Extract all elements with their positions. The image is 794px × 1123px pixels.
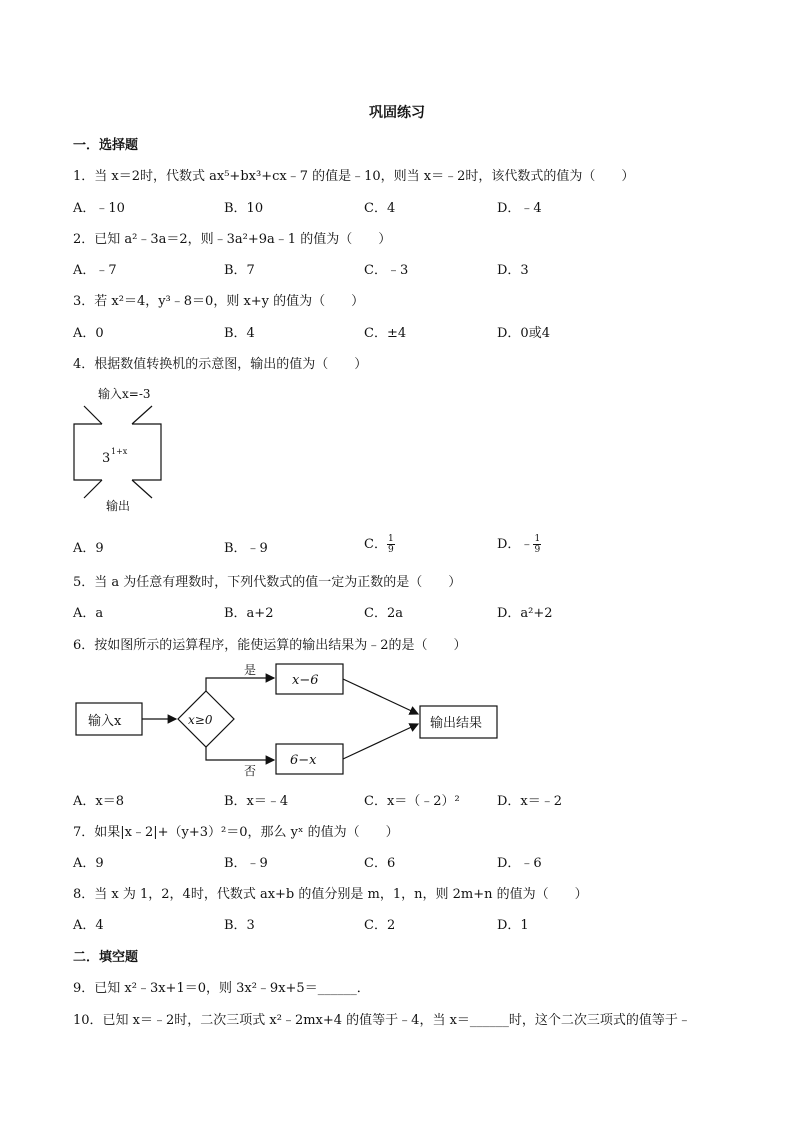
question-6-text: 6．按如图所示的运算程序，能使运算的输出结果为﹣2的是（ ）	[73, 638, 467, 653]
q2-option-b: B．7	[224, 263, 255, 278]
q7-option-a: A．9	[73, 856, 104, 871]
q5-option-d: D．a²+2	[497, 606, 553, 621]
machine-expression-exponent: 1+x	[111, 447, 128, 456]
question-3-text: 3．若 x²＝4，y³﹣8＝0，则 x+y 的值为（ ）	[73, 294, 365, 309]
q1-option-b: B．10	[224, 201, 264, 216]
q1-option-a: A．﹣10	[73, 201, 125, 216]
section-choice-heading: 一．选择题	[73, 138, 139, 153]
machine-output-label: 输出	[106, 499, 131, 513]
question-7-text: 7．如果|x﹣2|+（y+3）²＝0，那么 yˣ 的值为（ ）	[73, 825, 399, 840]
flow-top-box-label: x−6	[292, 673, 319, 688]
q3-option-d: D．0或4	[497, 326, 550, 341]
q6-option-b: B．x＝﹣4	[224, 794, 289, 809]
q7-option-d: D．﹣6	[497, 856, 542, 871]
q6-option-c: C．x＝（﹣2）²	[364, 794, 460, 809]
q5-option-a: A．a	[73, 606, 104, 621]
q7-option-c: C．6	[364, 856, 396, 871]
flow-condition-label: x≥0	[188, 713, 213, 727]
q3-option-c: C．±4	[364, 326, 407, 341]
flow-output-label: 输出结果	[430, 716, 483, 731]
machine-expression-base: 3	[102, 451, 111, 466]
flow-no-label: 否	[244, 764, 257, 778]
question-8-text: 8．当 x 为 1，2，4时，代数式 ax+b 的值分别是 m，1，n，则 2m+n 的值为（ ）	[73, 887, 588, 902]
question-10-text: 10．已知 x＝﹣2时，二次三项式 x²﹣2mx+4 的值等于﹣4，当 x＝______时，这个二次三项式的值等于﹣	[73, 1013, 691, 1028]
q4-option-b: B．﹣9	[224, 541, 268, 556]
question-5-text: 5．当 a 为任意有理数时，下列代数式的值一定为正数的是（ ）	[73, 575, 462, 590]
conversion-machine-diagram	[70, 380, 180, 520]
q5-option-c: C．2a	[364, 606, 403, 621]
q4-option-a: A．9	[73, 541, 104, 556]
q3-option-a: A．0	[73, 326, 104, 341]
q8-option-c: C．2	[364, 918, 396, 933]
q4-option-d-label: D．﹣	[497, 537, 534, 552]
q1-option-c: C．4	[364, 201, 396, 216]
q2-option-d: D．3	[497, 263, 529, 278]
q2-option-c: C．﹣3	[364, 263, 409, 278]
question-4-text: 4．根据数值转换机的示意图，输出的值为（ ）	[73, 357, 368, 372]
q4-option-d-fraction: $\frac{1}{9}$	[534, 534, 541, 555]
q8-option-a: A．4	[73, 918, 104, 933]
q7-option-b: B．﹣9	[224, 856, 268, 871]
q4-option-c-fraction: $\frac{1}{9}$	[387, 534, 394, 555]
section-fill-heading: 二．填空题	[73, 950, 139, 965]
q6-option-d: D．x＝﹣2	[497, 794, 563, 809]
q2-option-a: A．﹣7	[73, 263, 117, 278]
q1-option-d: D．﹣4	[497, 201, 542, 216]
q8-option-d: D．1	[497, 918, 529, 933]
q4-option-c-label: C．	[364, 537, 387, 552]
q5-option-b: B．a+2	[224, 606, 274, 621]
flow-input-label: 输入x	[88, 714, 122, 729]
q4-option-c	[364, 533, 395, 555]
flow-bottom-box-label: 6−x	[290, 753, 317, 768]
flowchart-diagram	[70, 658, 510, 782]
flow-yes-label: 是	[244, 663, 257, 677]
q4-option-d	[497, 533, 541, 555]
question-9-text: 9．已知 x²﹣3x+1＝0，则 3x²﹣9x+5＝______．	[73, 981, 370, 996]
page-title: 巩固练习	[369, 105, 425, 121]
q8-option-b: B．3	[224, 918, 255, 933]
machine-input-label: 输入x=-3	[98, 387, 151, 401]
question-1-text: 1．当 x＝2时，代数式 ax⁵+bx³+cx﹣7 的值是﹣10，则当 x＝﹣2时，该代数式的值为（ ）	[73, 169, 635, 184]
q6-option-a: A．x＝8	[73, 794, 124, 809]
question-2-text: 2．已知 a²﹣3a＝2，则﹣3a²+9a﹣1 的值为（ ）	[73, 232, 392, 247]
q3-option-b: B．4	[224, 326, 255, 341]
